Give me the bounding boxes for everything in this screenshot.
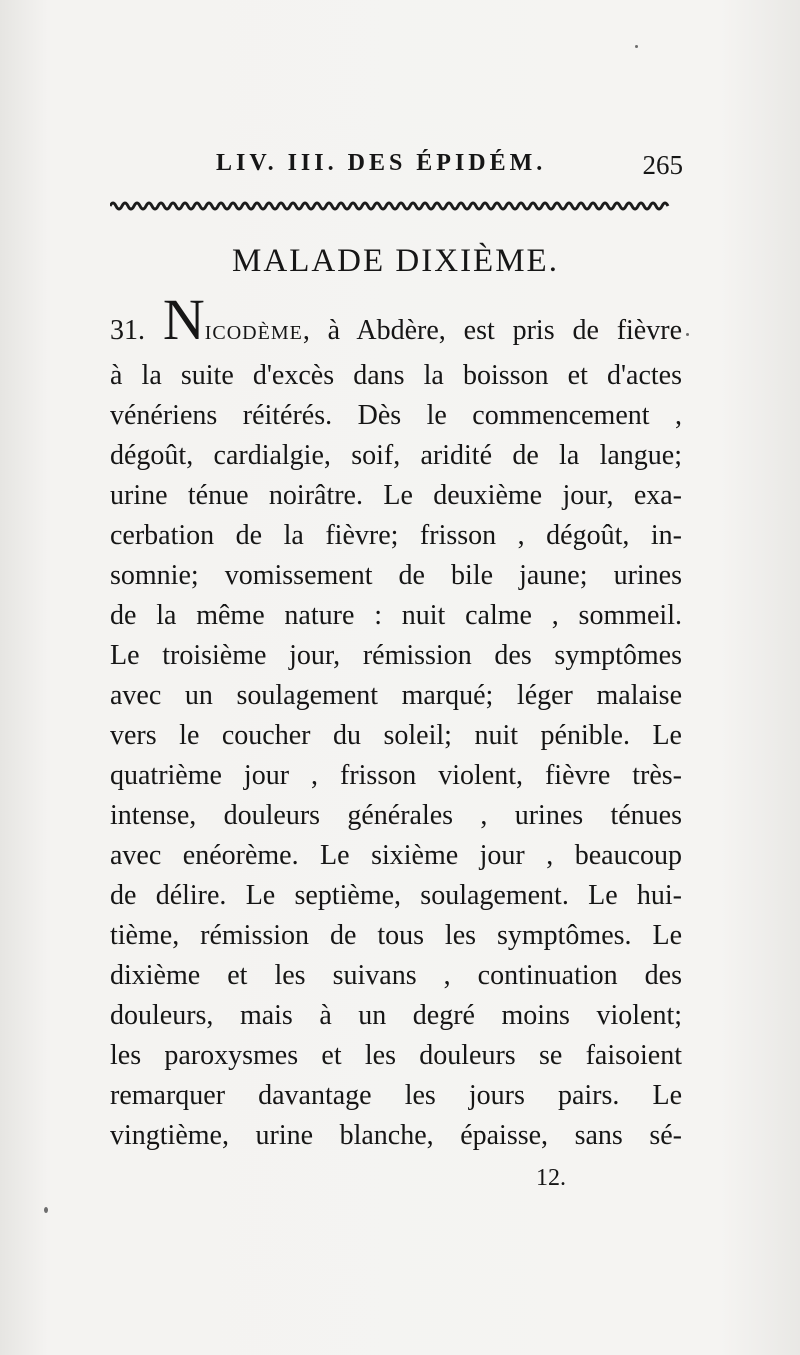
text-line: dégoût, cardialgie, soif, aridité de la langue; bbox=[110, 440, 682, 471]
body-text bbox=[110, 287, 682, 1156]
text-line: quatrième jour , frisson violent, fièvre très- bbox=[110, 760, 682, 791]
first-line-text: , à Abdère, est pris de fièvre bbox=[302, 315, 682, 346]
text-line: de la même nature : nuit calme , sommeil. bbox=[110, 600, 682, 631]
text-line: urine ténue noirâtre. Le deuxième jour, exa- bbox=[110, 480, 682, 511]
text-line: tième, rémission de tous les symptômes. Le bbox=[110, 920, 682, 951]
ink-speck bbox=[686, 333, 689, 336]
signature-mark: 12. bbox=[536, 1165, 566, 1191]
running-title: LIV. III. DES ÉPIDÉM. bbox=[216, 150, 547, 176]
text-line: à la suite d'excès dans la boisson et d'actes bbox=[110, 360, 682, 391]
text-line: somnie; vomissement de bile jaune; urines bbox=[110, 560, 682, 591]
ink-speck bbox=[44, 1207, 48, 1213]
running-head bbox=[108, 150, 683, 186]
text-line: Le troisième jour, rémission des symptômes bbox=[110, 640, 682, 671]
text-line: intense, douleurs générales , urines ténues bbox=[110, 800, 682, 831]
text-line: vénériens réitérés. Dès le commencement , bbox=[110, 400, 682, 431]
ornamental-rule bbox=[110, 198, 678, 214]
text-line: avec enéorème. Le sixième jour , beaucoup bbox=[110, 840, 682, 871]
text-line: vingtième, urine blanche, épaisse, sans sé- bbox=[110, 1120, 682, 1151]
text-line: avec un soulagement marqué; léger malaise bbox=[110, 680, 682, 711]
text-line: de délire. Le septième, soulagement. Le hui- bbox=[110, 880, 682, 911]
paragraph-number: 31. bbox=[110, 315, 145, 346]
text-line: vers le coucher du soleil; nuit pénible. Le bbox=[110, 720, 682, 751]
drop-capital: N bbox=[162, 287, 205, 352]
text-line: douleurs, mais à un degré moins violent; bbox=[110, 1000, 682, 1031]
text-line: dixième et les suivans , continuation des bbox=[110, 960, 682, 991]
small-caps-name: ICODÈME bbox=[204, 322, 303, 344]
ink-speck bbox=[635, 45, 638, 48]
text-line: les paroxysmes et les douleurs se faisoient bbox=[110, 1040, 682, 1071]
first-line bbox=[110, 287, 682, 356]
text-line: cerbation de la fièvre; frisson , dégoût, in- bbox=[110, 520, 682, 551]
section-title: MALADE DIXIÈME. bbox=[232, 243, 559, 279]
page-number: 265 bbox=[642, 150, 683, 180]
text-line: remarquer davantage les jours pairs. Le bbox=[110, 1080, 682, 1111]
